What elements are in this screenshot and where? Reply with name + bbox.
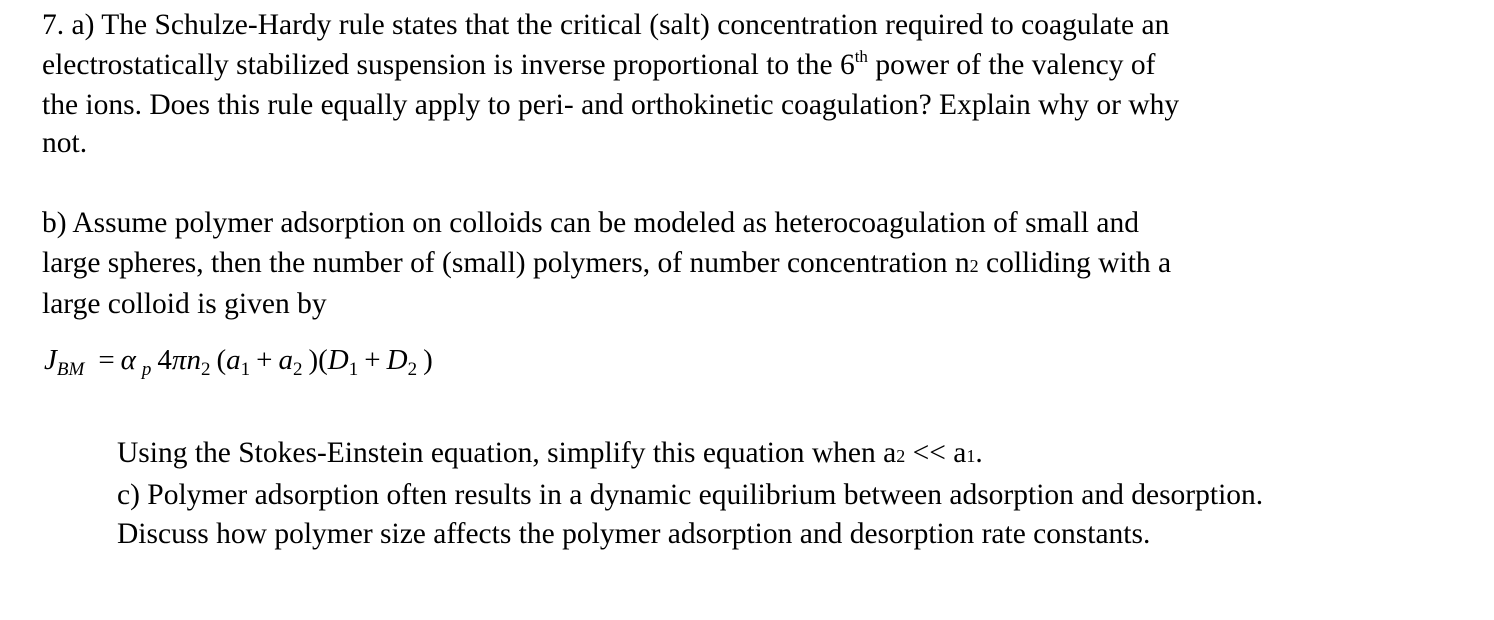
ordinal-suffix: th — [854, 47, 868, 66]
eq-open-paren: ( — [216, 344, 227, 376]
eq-J-sub: BM — [56, 359, 85, 380]
stokes-middle: << a — [905, 437, 967, 469]
eq-J: J — [44, 344, 57, 376]
part-c-line-1: c) Polymer adsorption often results in a dynamic equilibrium between adsorption and desorption. — [117, 479, 1264, 511]
part-b-line-3: large colloid is given by — [42, 288, 327, 320]
eq-four: 4 — [157, 344, 172, 376]
eq-D1: D — [327, 344, 349, 376]
eq-close-open-paren: )( — [308, 344, 328, 376]
eq-equals: = — [98, 344, 115, 376]
stokes-einstein-instruction — [117, 433, 983, 476]
eq-a2-sub: 2 — [292, 359, 303, 380]
eq-a1-sub: 1 — [240, 359, 251, 380]
stokes-sub-2: 2 — [896, 446, 906, 466]
part-a-line-1: 7. a) The Schulze-Hardy rule states that the critical (salt) concentration required to coagulate an — [42, 9, 1170, 41]
stokes-end: . — [975, 437, 983, 469]
eq-pi: π — [171, 344, 187, 376]
subscript: 2 — [969, 256, 979, 276]
part-b-line-2 — [42, 243, 1171, 286]
part-b-line-2-end: colliding with a — [978, 247, 1172, 279]
part-b-line-2-start: large spheres, then the number of (small) polymers, of number concentration n — [42, 247, 970, 279]
part-a-line-2-end: power of the valency of — [867, 49, 1156, 81]
eq-D1-sub: 1 — [348, 359, 359, 380]
eq-n-sub: 2 — [200, 359, 211, 380]
stokes-start: Using the Stokes-Einstein equation, simplify this equation when a — [117, 437, 897, 469]
eq-n: n — [186, 344, 201, 376]
eq-D2-sub: 2 — [407, 359, 418, 380]
part-a-line-3: the ions. Does this rule equally apply to peri- and orthokinetic coagulation? Explain why or why — [42, 89, 1180, 121]
eq-a1: a — [226, 344, 241, 376]
eq-close-paren: ) — [423, 344, 433, 376]
part-a-line-4: not. — [42, 127, 88, 159]
collision-rate-equation — [44, 340, 433, 390]
eq-alpha-sub: p — [141, 359, 152, 380]
eq-D2: D — [386, 344, 408, 376]
part-b-line-1: b) Assume polymer adsorption on colloids can be modeled as heterocoagulation of small and — [42, 207, 1139, 239]
part-a-line-2 — [42, 45, 1155, 85]
eq-a2: a — [278, 344, 293, 376]
part-c-line-2: Discuss how polymer size affects the polymer adsorption and desorption rate constants. — [117, 518, 1151, 550]
eq-plus-2: + — [364, 344, 381, 376]
stokes-sub-1: 1 — [966, 446, 976, 466]
eq-plus-1: + — [256, 344, 273, 376]
eq-alpha: α — [120, 344, 136, 376]
part-a-line-2-start: electrostatically stabilized suspension is inverse proportional to the 6 — [42, 49, 855, 81]
